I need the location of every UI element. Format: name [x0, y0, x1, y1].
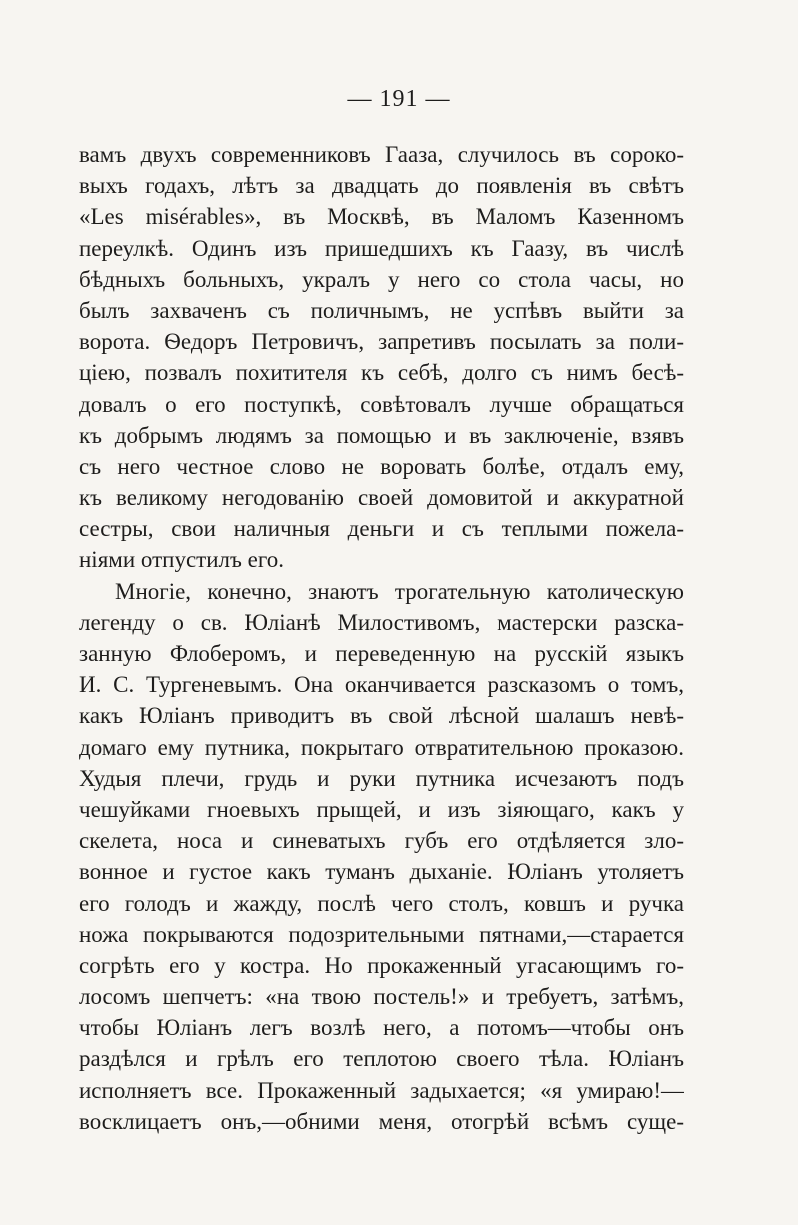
- text-line: раздѣлся и грѣлъ его теплотою своего тѣла. Юліанъ: [79, 1046, 684, 1072]
- text-line: сестры, свои наличныя деньги и съ теплыми пожела-: [79, 516, 684, 542]
- text-line: Многіе, конечно, знаютъ трогательную католическую: [115, 578, 684, 604]
- text-line: переулкѣ. Одинъ изъ пришедшихъ къ Гаазу, въ числѣ: [79, 235, 684, 261]
- text-line: восклицаетъ онъ,—обними меня, отогрѣй всѣмъ суще-: [79, 1108, 684, 1134]
- text-line: домаго ему путника, покрытаго отвратительною проказою.: [79, 734, 684, 760]
- text-line: чтобы Юліанъ легъ возлѣ него, а потомъ—чтобы онъ: [79, 1015, 684, 1041]
- text-line: ціею, позвалъ похитителя къ себѣ, долго съ нимъ бесѣ-: [79, 360, 684, 386]
- text-line: довалъ о его поступкѣ, совѣтовалъ лучше обращаться: [79, 391, 684, 417]
- text-line: «Les misérables», въ Москвѣ, въ Маломъ Казенномъ: [79, 204, 684, 230]
- text-line: согрѣть его у костра. Но прокаженный угасающимъ го-: [79, 952, 684, 978]
- text-line: лосомъ шепчетъ: «на твою постель!» и требуетъ, затѣмъ,: [79, 984, 684, 1010]
- text-line: къ великому негодованію своей домовитой и аккуратной: [79, 485, 684, 511]
- text-line: легенду о св. Юліанѣ Милостивомъ, мастерски разска-: [79, 609, 684, 635]
- text-line: ножа покрываются подозрительными пятнами,—старается: [79, 921, 684, 947]
- body-text: [79, 139, 684, 1137]
- text-line: И. С. Тургеневымъ. Она оканчивается разсказомъ о томъ,: [79, 672, 684, 698]
- text-line: исполняетъ все. Прокаженный задыхается; «я умираю!—: [79, 1077, 684, 1103]
- text-line: занную Флоберомъ, и переведенную на русскій языкъ: [79, 641, 684, 666]
- text-line: чешуйками гноевыхъ прыщей, и изъ зіяющаго, какъ у: [79, 796, 684, 822]
- text-line: съ него честное слово не воровать болѣе, отдалъ ему,: [79, 453, 684, 479]
- text-line: былъ захваченъ съ поличнымъ, не успѣвъ выйти за: [79, 297, 684, 323]
- text-line: вонное и густое какъ туманъ дыханіе. Юліанъ утоляетъ: [79, 859, 684, 885]
- text-line: скелета, носа и синеватыхъ губъ его отдѣляется зло-: [79, 828, 684, 854]
- text-line: бѣдныхъ больныхъ, укралъ у него со стола часы, но: [79, 266, 684, 292]
- page-number: — 191 —: [347, 86, 451, 112]
- text-line: какъ Юліанъ приводитъ въ свой лѣсной шалашъ невѣ-: [79, 703, 684, 729]
- text-line: его голодъ и жажду, послѣ чего столъ, ковшъ и ручка: [79, 890, 684, 916]
- text-line: ніями отпустилъ его.: [79, 547, 284, 573]
- text-line: къ добрымъ людямъ за помощью и въ заключеніе, взявъ: [79, 422, 684, 448]
- text-line: Худыя плечи, грудь и руки путника исчезаютъ подъ: [79, 765, 684, 791]
- text-line: ворота. Ѳедоръ Петровичъ, запретивъ посылать за поли-: [79, 329, 684, 355]
- text-line: вамъ двухъ современниковъ Гааза, случилось въ сороко-: [79, 142, 684, 167]
- text-line: выхъ годахъ, лѣтъ за двадцать до появленія въ свѣтъ: [79, 173, 684, 199]
